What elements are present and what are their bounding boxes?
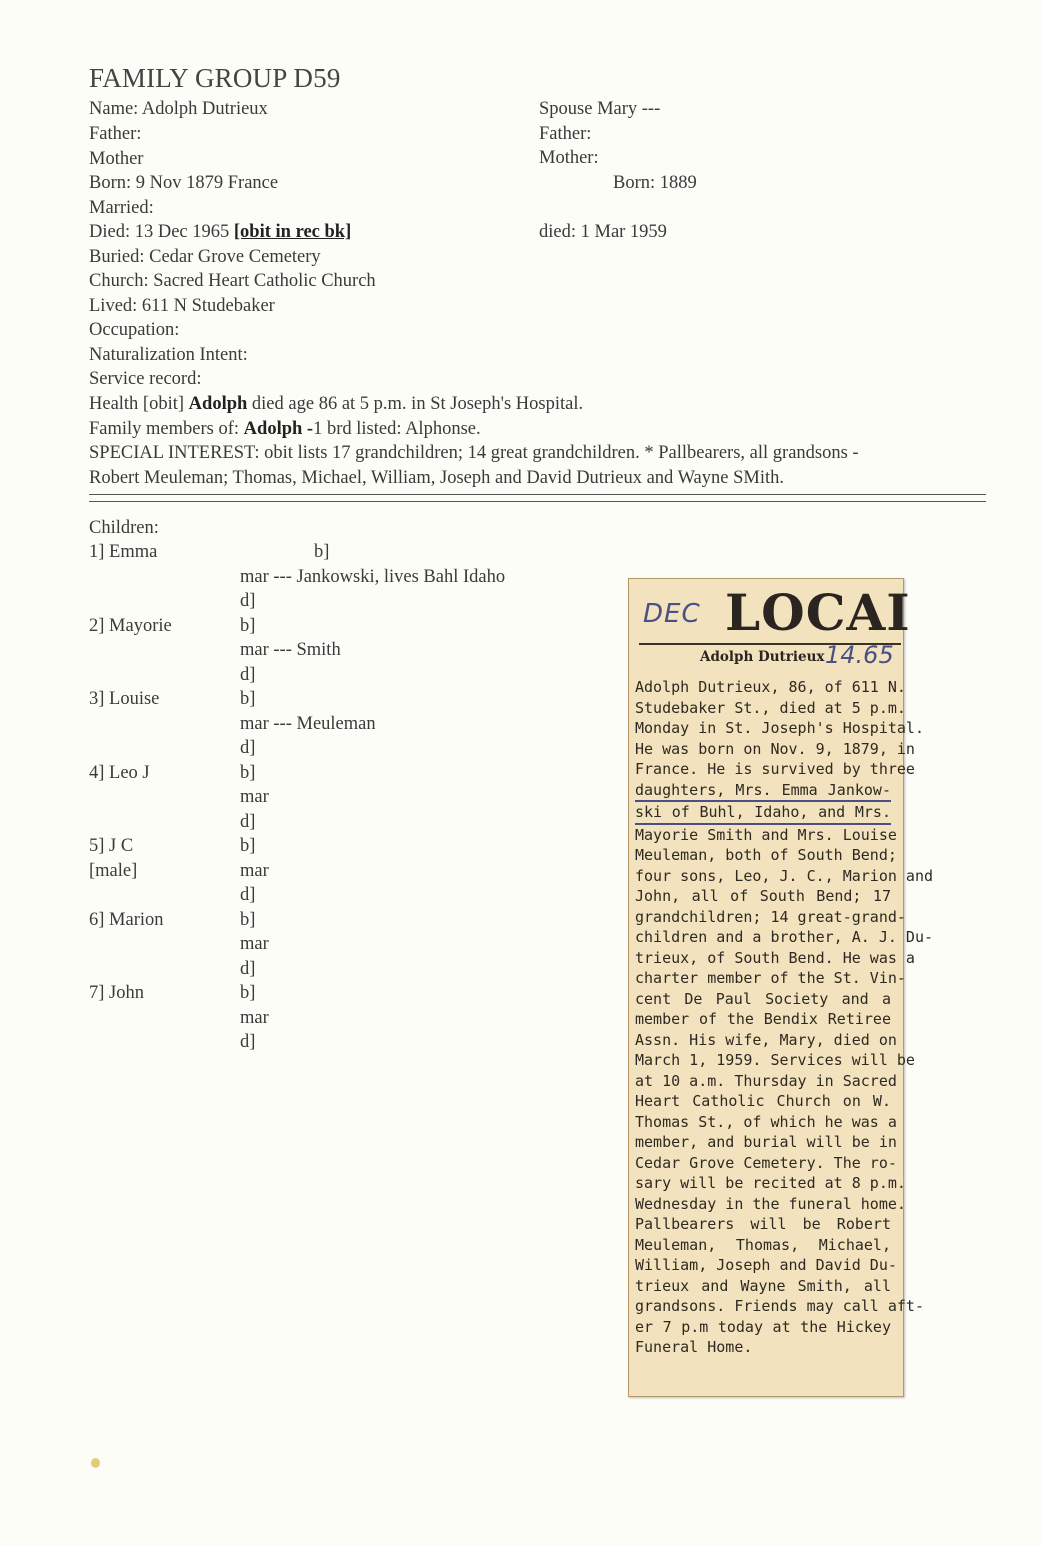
obituary-line: Thomas St., of which he was a <box>635 1112 897 1131</box>
child-name: 4] Leo J <box>89 763 150 783</box>
paper-stain <box>91 1458 100 1468</box>
child-died: d] <box>240 812 256 832</box>
child-married: mar --- Jankowski, lives Bahl Idaho <box>240 567 506 587</box>
family-name: Adolph - <box>243 419 314 439</box>
obituary-line: daughters, Mrs. Emma Jankow- <box>635 780 891 803</box>
child-name: 1] Emma <box>89 542 158 562</box>
obituary-line: Meuleman, Thomas, Michael, <box>635 1235 891 1254</box>
child-born: b] <box>240 910 256 930</box>
obituary-clipping <box>628 578 934 1397</box>
special-interest-line-2: Robert Meuleman; Thomas, Michael, William, Joseph and David Dutrieux and Wayne SMith. <box>89 468 784 488</box>
obituary-line: grandsons. Friends may call aft- <box>635 1297 924 1315</box>
child-note: [male] <box>89 861 138 881</box>
obituary-line: sary will be recited at 8 p.m. <box>635 1174 906 1192</box>
page-title: FAMILY GROUP D59 <box>89 63 341 93</box>
child-born: b] <box>240 689 256 709</box>
child-born: b] <box>240 836 256 856</box>
child-died: d] <box>240 738 256 758</box>
obituary-line: France. He is survived by three <box>635 760 915 778</box>
obituary-line: Studebaker St., died at 5 p.m. <box>635 698 906 717</box>
obituary-line: member, and burial will be in <box>635 1133 897 1151</box>
family-text: 1 brd listed: Alphonse. <box>313 419 481 439</box>
obituary-line: Cedar Grove Cemetery. The ro- <box>635 1153 897 1172</box>
clipping-masthead <box>639 579 911 645</box>
obituary-headline: Adolph Dutrieux <box>700 649 825 665</box>
obituary-line: trieux, of South Bend. He was a <box>635 948 915 967</box>
person-mother: Mother <box>89 149 144 169</box>
special-interest-line-1: SPECIAL INTEREST: obit lists 17 grandchildren; 14 great grandchildren. * Pallbearers, all grandsons - <box>89 443 859 463</box>
person-service: Service record: <box>89 369 202 389</box>
obituary-line: Heart Catholic Church on W. <box>635 1092 891 1110</box>
health-label: Health [obit] <box>89 394 189 414</box>
person-occupation: Occupation: <box>89 320 180 340</box>
spouse-died: died: 1 Mar 1959 <box>539 222 667 242</box>
children-heading: Children: <box>89 518 159 538</box>
obituary-line: er 7 p.m today at the Hickey <box>635 1317 891 1336</box>
person-buried: Buried: Cedar Grove Cemetery <box>89 247 321 267</box>
child-married: mar <box>240 787 269 807</box>
person-died <box>89 220 351 244</box>
obituary-line: children and a brother, A. J. Du- <box>635 928 934 946</box>
masthead-title: LOCAI <box>725 583 911 642</box>
child-name: 2] Mayorie <box>89 616 172 636</box>
obituary-line: Assn. His wife, Mary, died on <box>635 1030 897 1049</box>
family-label: Family members of: <box>89 419 244 439</box>
child-married: mar --- Meuleman <box>240 714 376 734</box>
child-name: 3] Louise <box>89 689 160 709</box>
person-name: Name: Adolph Dutrieux <box>89 99 268 119</box>
obituary-line: cent De Paul Society and a <box>635 989 891 1008</box>
handwritten-month: DEC <box>643 599 701 629</box>
spouse-name: Spouse Mary --- <box>539 99 661 119</box>
obituary-line: William, Joseph and David Du- <box>635 1256 897 1274</box>
child-born: b] <box>240 616 256 636</box>
person-church: Church: Sacred Heart Catholic Church <box>89 271 376 291</box>
obituary-line: March 1, 1959. Services will be <box>635 1051 915 1069</box>
child-born: b] <box>314 542 330 562</box>
obituary-line: John, all of South Bend; 17 <box>635 887 891 905</box>
health-name: Adolph <box>188 394 248 414</box>
obituary-text <box>635 677 934 1358</box>
health-note <box>89 392 583 416</box>
child-name: 7] John <box>89 983 144 1003</box>
handwritten-date: 14.65 <box>825 641 894 669</box>
obituary-line: trieux and Wayne Smith, all <box>635 1276 891 1295</box>
obituary-line: Adolph Dutrieux, 86, of 611 N. <box>635 678 906 696</box>
section-divider <box>89 494 986 502</box>
obituary-line: He was born on Nov. 9, 1879, in <box>635 739 915 758</box>
person-lived: Lived: 611 N Studebaker <box>89 296 275 316</box>
child-died: d] <box>240 959 256 979</box>
obituary-line: four sons, Leo, J. C., Marion and <box>635 866 934 885</box>
child-died: d] <box>240 885 256 905</box>
person-naturalization: Naturalization Intent: <box>89 345 248 365</box>
obituary-line: ski of Buhl, Idaho, and Mrs. <box>635 802 891 825</box>
child-married: mar <box>240 1008 269 1028</box>
person-father: Father: <box>89 124 142 144</box>
child-born: b] <box>240 763 256 783</box>
obituary-line: Mayorie Smith and Mrs. Louise <box>635 825 897 844</box>
obituary-line: member of the Bendix Retiree <box>635 1010 891 1028</box>
spouse-father: Father: <box>539 124 592 144</box>
child-born: b] <box>240 983 256 1003</box>
child-married: mar <box>240 861 269 881</box>
child-died: d] <box>240 665 256 685</box>
spouse-mother: Mother: <box>539 148 599 168</box>
obit-reference: [obit in rec bk] <box>233 222 352 242</box>
family-members-note <box>89 417 481 441</box>
child-married: mar <box>240 934 269 954</box>
health-text: died age 86 at 5 p.m. in St Joseph's Hospital. <box>247 394 584 414</box>
child-married: mar --- Smith <box>240 640 341 660</box>
spouse-born: Born: 1889 <box>613 173 697 193</box>
obituary-line: grandchildren; 14 great-grand- <box>635 907 906 926</box>
obituary-line: at 10 a.m. Thursday in Sacred <box>635 1071 897 1090</box>
obituary-line: Monday in St. Joseph's Hospital. <box>635 719 924 737</box>
person-married: Married: <box>89 198 154 218</box>
person-born: Born: 9 Nov 1879 France <box>89 173 279 193</box>
child-died: d] <box>240 591 256 611</box>
obituary-line: Meuleman, both of South Bend; <box>635 846 897 864</box>
obituary-line: Pallbearers will be Robert <box>635 1215 891 1233</box>
child-name: 6] Marion <box>89 910 164 930</box>
obituary-line: Wednesday in the funeral home. <box>635 1194 906 1213</box>
child-name: 5] J C <box>89 836 134 856</box>
obituary-line: charter member of the St. Vin- <box>635 969 906 987</box>
obituary-line: Funeral Home. <box>635 1338 753 1356</box>
child-died: d] <box>240 1032 256 1052</box>
person-died-date: Died: 13 Dec 1965 <box>89 222 234 242</box>
